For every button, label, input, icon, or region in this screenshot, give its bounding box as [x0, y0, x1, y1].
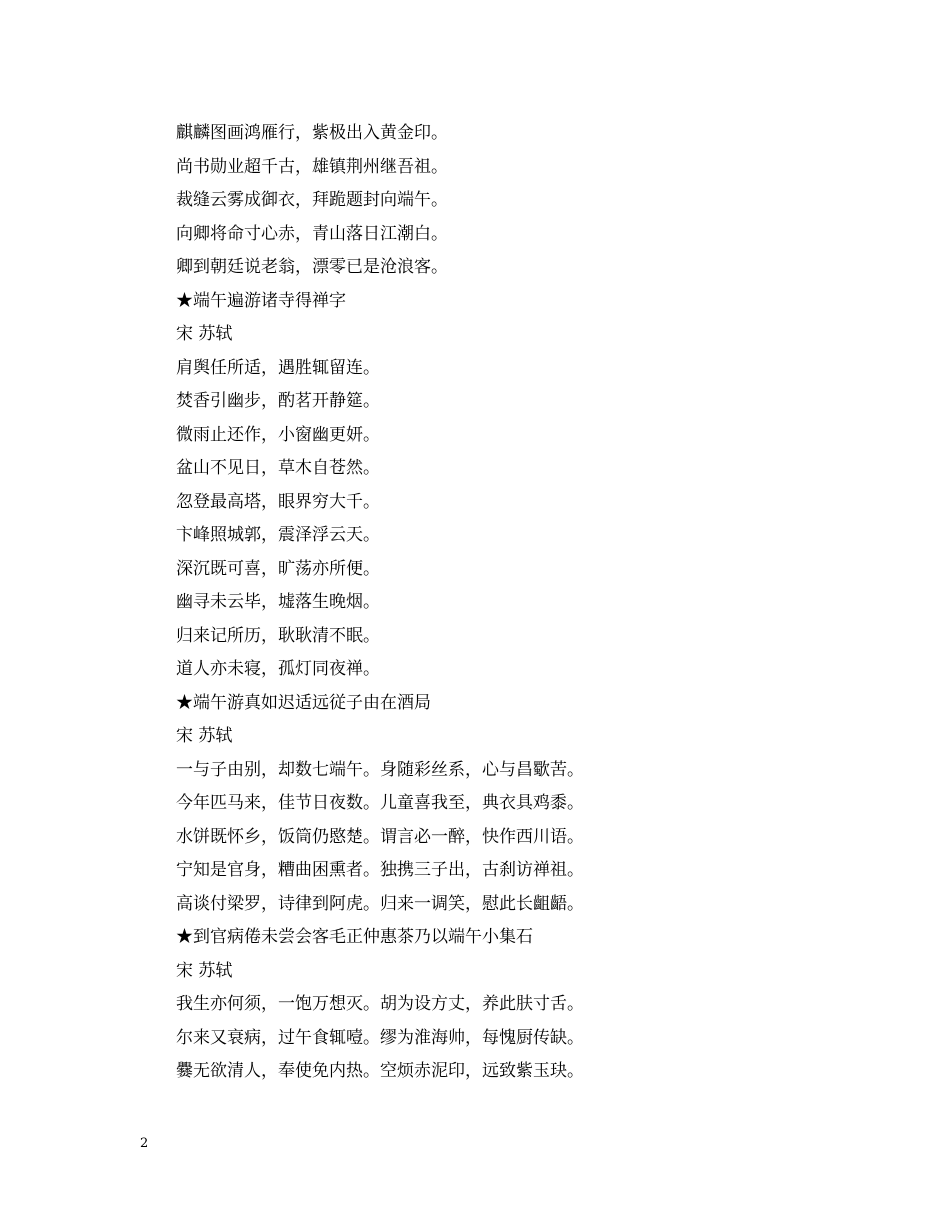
document-body	[176, 117, 876, 1089]
poem-line: 盆山不见日，草木自苍然。	[176, 458, 380, 478]
poem-line: 今年匹马来，佳节日夜数。儿童喜我至，典衣具鸡黍。	[176, 793, 584, 813]
poem-line: 深沉既可喜，旷荡亦所便。	[176, 558, 380, 579]
poem-line: 焚香引幽步，酌茗开静筵。	[176, 391, 380, 411]
poem-line: 忽登最高塔，眼界穷大千。	[176, 491, 380, 512]
poem-line: 麒麟图画鸿雁行，紫极出入黄金印。	[176, 123, 448, 143]
poem-line: 水饼既怀乡，饭筒仍愍楚。谓言必一醉，快作西川语。	[176, 826, 584, 847]
poem-line: 卿到朝廷说老翁，漂零已是沧浪客。	[176, 257, 448, 277]
poem-author: 宋 苏轼	[176, 726, 233, 746]
poem-line: 裁缝云雾成御衣，拜跪题封向端午。	[176, 190, 448, 210]
poem-line: 微雨止还作，小窗幽更妍。	[176, 424, 380, 445]
poem-line: 爨无欲清人，奉使免内热。空烦赤泥印，远致紫玉玦。	[176, 1061, 584, 1081]
poem-line: 向卿将命寸心赤，青山落日江潮白。	[176, 223, 448, 244]
poem-line: 幽寻未云毕，墟落生晚烟。	[176, 592, 380, 612]
poem-line: 一与子由别，却数七端午。身随彩丝系，心与昌歜苦。	[176, 759, 584, 780]
poem-line: 尚书勋业超千古，雄镇荆州继吾祖。	[176, 156, 448, 177]
poem-line: 宁知是官身，糟曲困熏者。独携三子出，古刹访禅祖。	[176, 860, 584, 880]
poem-line: 尔来又衰病，过午食辄噎。缪为淮海帅，每愧厨传缺。	[176, 1027, 584, 1048]
poem-line: 归来记所历，耿耿清不眠。	[176, 625, 380, 646]
poem-title: ★到官病倦未尝会客毛正仲惠茶乃以端午小集石	[176, 927, 533, 947]
page-number: 2	[140, 1136, 149, 1151]
poem-author: 宋 苏轼	[176, 324, 233, 344]
poem-line: 我生亦何须，一饱万想灭。胡为设方丈，养此肤寸舌。	[176, 994, 584, 1014]
poem-title: ★端午遍游诸寺得禅字	[176, 290, 346, 311]
poem-line: 道人亦未寝，孤灯同夜禅。	[176, 659, 380, 679]
poem-line: 肩舆任所适，遇胜辄留连。	[176, 357, 380, 378]
poem-author: 宋 苏轼	[176, 960, 233, 981]
poem-line: 卞峰照城郭，震泽浮云天。	[176, 525, 380, 545]
poem-title: ★端午游真如迟适远従子由在酒局	[176, 692, 431, 713]
poem-line: 高谈付梁罗，诗律到阿虎。归来一调笑，慰此长齟齬。	[176, 893, 584, 914]
